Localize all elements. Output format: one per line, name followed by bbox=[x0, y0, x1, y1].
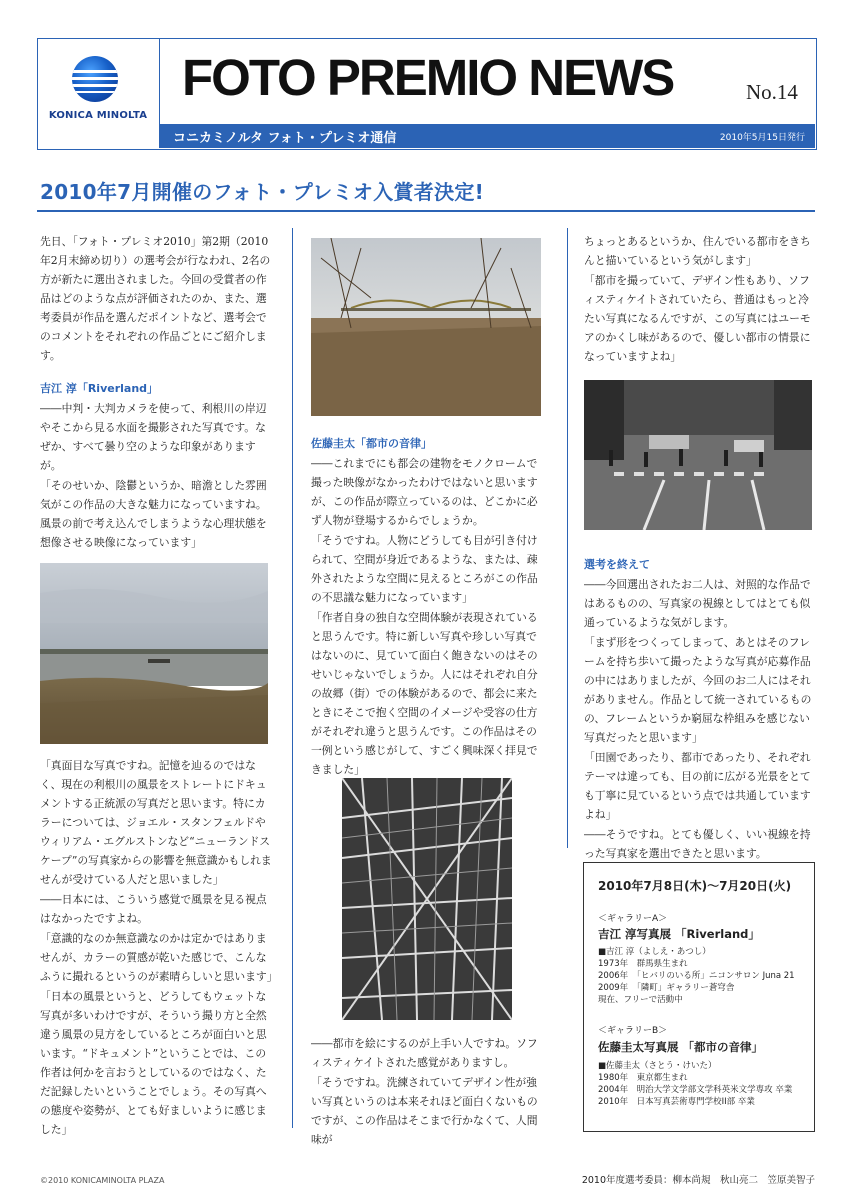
paragraph: 「意識的なのか無意識なのかは定かではありませんが、カラーの質感が乾いた感じで、こんなふうに撮れるというのが素晴らしいと思います」 bbox=[40, 932, 278, 983]
exhibition-info-box bbox=[583, 862, 815, 1132]
column-2 bbox=[311, 434, 547, 780]
paragraph: 「都市を撮っていて、デザイン性もあり、ソフィスティケイトされていたら、普通はもっと冷たい写真になるんですが、この写真にはユーモアのかくし味があるので、優しい都市の情景になっていますよね」 bbox=[584, 274, 811, 363]
column-2-continued bbox=[311, 1034, 547, 1150]
issue-date: 2010年5月15日発行 bbox=[719, 133, 805, 143]
paragraph: 「作者自身の独自な空間体験が表現されていると思うんです。特に新しい写真や珍しい写真ではないのに、見ていて面白く飽きないのはそのせいじゃないでしょうか。人にはそれぞれ自分の故郷（街）での体験があるので、都会に来たときにそこで抱く空間のイメージや受容の仕方がそれぞれ違うと思うんです。この作品はその一例という感じがして、すごく興味深く拝見できました」 bbox=[311, 611, 538, 776]
paragraph: ――これまでにも都会の建物をモノクロームで撮った映像がなかったわけではないと思いますが、この作品が際立っているのは、どこかに必ず人物が登場するからでしょうか。 bbox=[311, 457, 538, 527]
column-3-continued bbox=[584, 555, 816, 864]
konica-minolta-globe-icon bbox=[72, 56, 118, 102]
exhibition-title-a: 吉江 淳写真展 「Riverland」 bbox=[598, 927, 760, 941]
bio-line: 1980年 東京都生まれ bbox=[598, 1073, 688, 1083]
bio-line: ■吉江 淳（よしえ・あつし） bbox=[598, 947, 711, 957]
paragraph: ちょっとあるというか、住んでいる都市をきちんと描いているという気がします」 bbox=[584, 235, 811, 267]
paragraph: 「まず形をつくってしまって、あとはそのフレームを持ち歩いて撮ったような写真が応募作品の中にはありましたが、今回のお二人にはそれがありません。作品として統一されているものの、フレームというか窮屈な枠組みを感じない写真だったと思います」 bbox=[584, 636, 812, 744]
gallery-a-label: ＜ギャラリーA＞ bbox=[598, 914, 668, 924]
headline: 2010年7月開催のフォト・プレミオ入賞者決定! bbox=[40, 180, 485, 204]
brand-name: KONICA MINOLTA bbox=[48, 110, 148, 121]
paragraph: ――そうですね。とても優しく、いい視線を持った写真家を選出できたと思います。 bbox=[584, 828, 811, 860]
bio-line: 2010年 日本写真芸術専門学校II部 卒業 bbox=[598, 1097, 755, 1107]
exhibition-title-b: 佐藤圭太写真展 「都市の音律」 bbox=[598, 1040, 764, 1054]
paragraph: 「そうですね。人物にどうしても目が引き付けられて、空間が身近であるような、または、疎外されたような空間に見えるところがこの作品の不思議な魅力になっています」 bbox=[311, 534, 538, 604]
newsletter-title: FOTO PREMIO NEWS bbox=[182, 49, 674, 106]
headline-rule bbox=[37, 210, 815, 212]
bio-line: 2009年 「隣町」ギャラリー蒼穹舎 bbox=[598, 983, 735, 993]
bio-line: 2006年 「ヒバリのいる所」ニコンサロン Juna 21 bbox=[598, 971, 795, 981]
bio-line: ■佐藤圭太（さとう・けいた） bbox=[598, 1061, 717, 1071]
column-1-continued bbox=[40, 756, 276, 1140]
intro-paragraph: 先日、「フォト・プレミオ2010」第2期（2010年2月末締め切り）の選考会が行なわれ、2名の方が新たに選出されました。今回の受賞者の作品はどのような点が評価されたのか、また、選考委員が作品を選んだポイントなど、選考会でのコメントをそれぞれの作品ごとにご紹介します。 bbox=[40, 235, 271, 362]
logo-area bbox=[37, 38, 160, 148]
paragraph: 「そうですね。洗練されていてデザイン性が強い写真というのは本来それほど面白くないものですが、この作品はそこまで行かなくて、人間味が bbox=[311, 1076, 538, 1146]
gallery-b-label: ＜ギャラリーB＞ bbox=[598, 1026, 668, 1036]
bio-line: 2004年 明治大学文学部文学科英米文学専攻 卒業 bbox=[598, 1085, 793, 1095]
paragraph: ――中判・大判カメラを使って、利根川の岸辺やそこから見る水面を撮影された写真です。なぜか、すべて曇り空のような印象がありますが。 bbox=[40, 402, 267, 472]
column-divider bbox=[292, 228, 293, 1128]
paragraph: ――今回選出されたお二人は、対照的な作品ではあるものの、写真家の視線としてはとても似通っているような気がします。 bbox=[584, 578, 811, 629]
column-divider bbox=[567, 228, 568, 848]
paragraph: 「真面目な写真ですね。記憶を辿るのではなく、現在の利根川の風景をストレートにドキュメントする正統派の写真だと思います。特にカラーについては、ジョエル・スタンフェルドやウィリアム・エグルストンなど“ニューランドスケープ”の写真家からの影響を無意識かもしれませんが受けている人だと思いました」 bbox=[40, 759, 272, 886]
section-title-afterword: 選考を終えて bbox=[584, 558, 650, 571]
column-1 bbox=[40, 232, 276, 553]
exhibition-dates: 2010年7月8日(木)～7月20日(火) bbox=[598, 879, 792, 893]
subtitle: コニカミノルタ フォト・プレミオ通信 bbox=[173, 131, 397, 146]
paragraph: 「そのせいか、陰鬱というか、暗澹とした雰囲気がこの作品の大きな魅力になっていますね。風景の前で考え込んでしまうような心理状態を想像させる映像になっています」 bbox=[40, 479, 267, 549]
paragraph: ――日本には、こういう感覚で風景を見る視点はなかったですよね。 bbox=[40, 893, 267, 925]
bio-line: 現在、フリーで活動中 bbox=[598, 995, 683, 1005]
bio-line: 1973年 群馬県生まれ bbox=[598, 959, 688, 969]
paragraph: 「田園であったり、都市であったり、それぞれテーマは違っても、目の前に広がる光景をとても丁寧に見ているという点では共通していますよね」 bbox=[584, 751, 811, 821]
issue-number: No.14 bbox=[746, 80, 798, 104]
column-3 bbox=[584, 232, 816, 367]
paragraph: 「日本の風景というと、どうしてもウェットな写真が多いわけですが、そういう撮り方と全然違う風景の見方をしているところが面白いと思います。“ドキュメント”ということでは、この作者は何かを言おうとしているのではなく、ただ記録したいということでしょう。その写真への態度や姿勢が、とても好ましいように感じました」 bbox=[40, 990, 267, 1136]
section-title-riverland: 吉江 淳「Riverland」 bbox=[40, 382, 159, 395]
section-title-toshi: 佐藤圭太「都市の音律」 bbox=[311, 437, 432, 450]
copyright: ©2010 KONICAMINOLTA PLAZA bbox=[40, 1176, 165, 1185]
riverland-photo bbox=[40, 563, 268, 744]
crosswalk-photo bbox=[584, 380, 812, 530]
paragraph: ――都市を絵にするのが上手い人ですね。ソフィスティケイトされた感覚がありますし。 bbox=[311, 1037, 538, 1069]
steel-structure-photo bbox=[342, 778, 512, 1020]
judges-list: 2010年度選考委員：柳本尚規 秋山亮二 笠原美智子 bbox=[581, 1175, 815, 1186]
bridge-photo bbox=[311, 238, 541, 416]
